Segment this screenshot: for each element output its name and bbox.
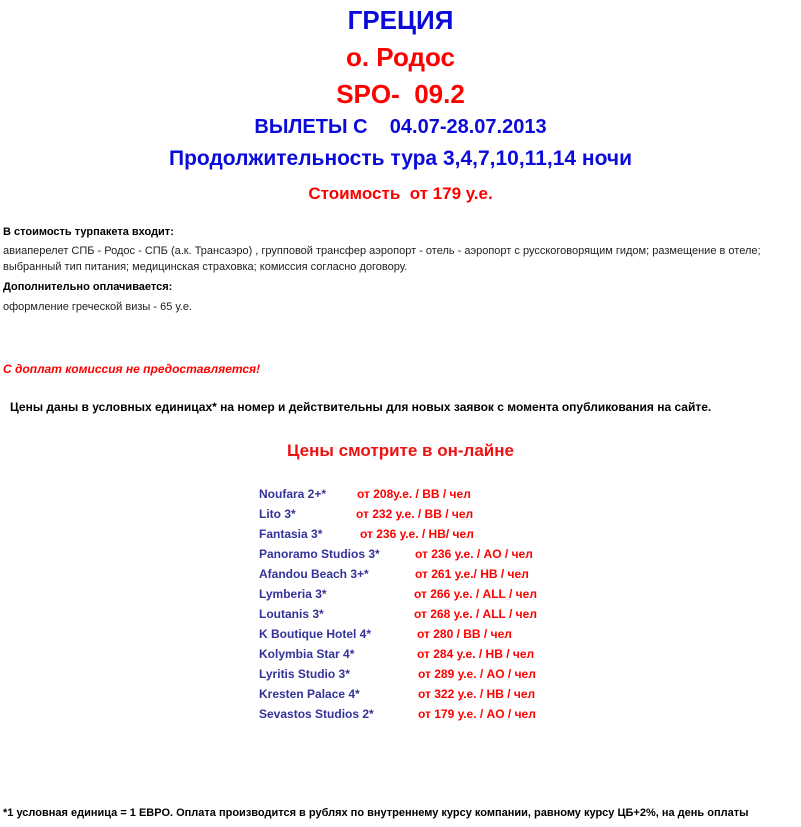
includes-text: авиаперелет СПБ - Родос - СПБ (а.к. Трансаэро) , групповой трансфер аэропорт - отель - аэропорт с русскоговорящим гидом; размещение в отеле; выбранный тип питания; медицинская страховка; комиссия согласно договору. <box>3 245 761 273</box>
title-price: Стоимость от 179 у.е. <box>308 184 493 203</box>
extra-text: оформление греческой визы - 65 у.е. <box>3 301 193 313</box>
hotel-price: от 232 у.е. / BB / чел <box>356 507 474 521</box>
hotel-price: от 179 у.е. / AO / чел <box>418 707 536 721</box>
includes-heading: В стоимость турпакета входит: <box>3 226 174 238</box>
hotel-name: Afandou Beach 3+* <box>259 567 369 581</box>
hotel-name: Fantasia 3* <box>259 527 323 541</box>
title-dates: ВЫЛЕТЫ С 04.07-28.07.2013 <box>254 116 547 138</box>
hotel-name: Kolymbia Star 4* <box>259 647 355 661</box>
hotel-price: от 266 у.е. / ALL / чел <box>414 587 537 601</box>
hotel-name: K Boutique Hotel 4* <box>259 627 372 641</box>
hotel-price: от 236 у.е. / AO / чел <box>415 547 533 561</box>
title-country: ГРЕЦИЯ <box>347 5 454 35</box>
hotel-price: от 208у.е. / BB / чел <box>357 487 471 501</box>
hotel-name: Panoramo Studios 3* <box>259 547 380 561</box>
hotel-price: от 280 / BB / чел <box>417 627 512 641</box>
extra-heading: Дополнительно оплачивается: <box>3 281 173 293</box>
online-heading: Цены смотрите в он-лайне <box>287 441 514 460</box>
hotel-name: Sevastos Studios 2* <box>259 707 374 721</box>
title-island: о. Родос <box>345 42 456 72</box>
commission-note: С доплат комиссия не предоставляется! <box>3 362 261 376</box>
title-spo: SPO- 09.2 <box>336 79 465 109</box>
hotel-price: от 261 у.е./ HB / чел <box>415 567 529 581</box>
hotel-price: от 236 у.е. / HB/ чел <box>360 527 474 541</box>
prices-note: Цены даны в условных единицах* на номер и действительны для новых заявок с момента опубликования на сайте. <box>10 400 712 414</box>
hotel-name: Lito 3* <box>259 507 296 521</box>
hotel-name: Noufara 2+* <box>259 487 327 501</box>
hotel-price: от 322 у.е. / HB / чел <box>418 687 536 701</box>
hotel-price: от 289 у.е. / AO / чел <box>418 667 536 681</box>
hotel-name: Loutanis 3* <box>259 607 324 621</box>
hotel-name: Kresten Palace 4* <box>259 687 360 701</box>
footer-note: *1 условная единица = 1 ЕВРО. Оплата производится в рублях по внутреннему курсу компании, равному курсу ЦБ+2%, на день оплаты <box>3 807 749 819</box>
hotel-price: от 284 у.е. / HB / чел <box>417 647 535 661</box>
hotel-name: Lymberia 3* <box>259 587 327 601</box>
hotel-price: от 268 у.е. / ALL / чел <box>414 607 537 621</box>
title-duration: Продолжительность тура 3,4,7,10,11,14 ночи <box>168 147 632 170</box>
hotel-name: Lyritis Studio 3* <box>259 667 350 681</box>
